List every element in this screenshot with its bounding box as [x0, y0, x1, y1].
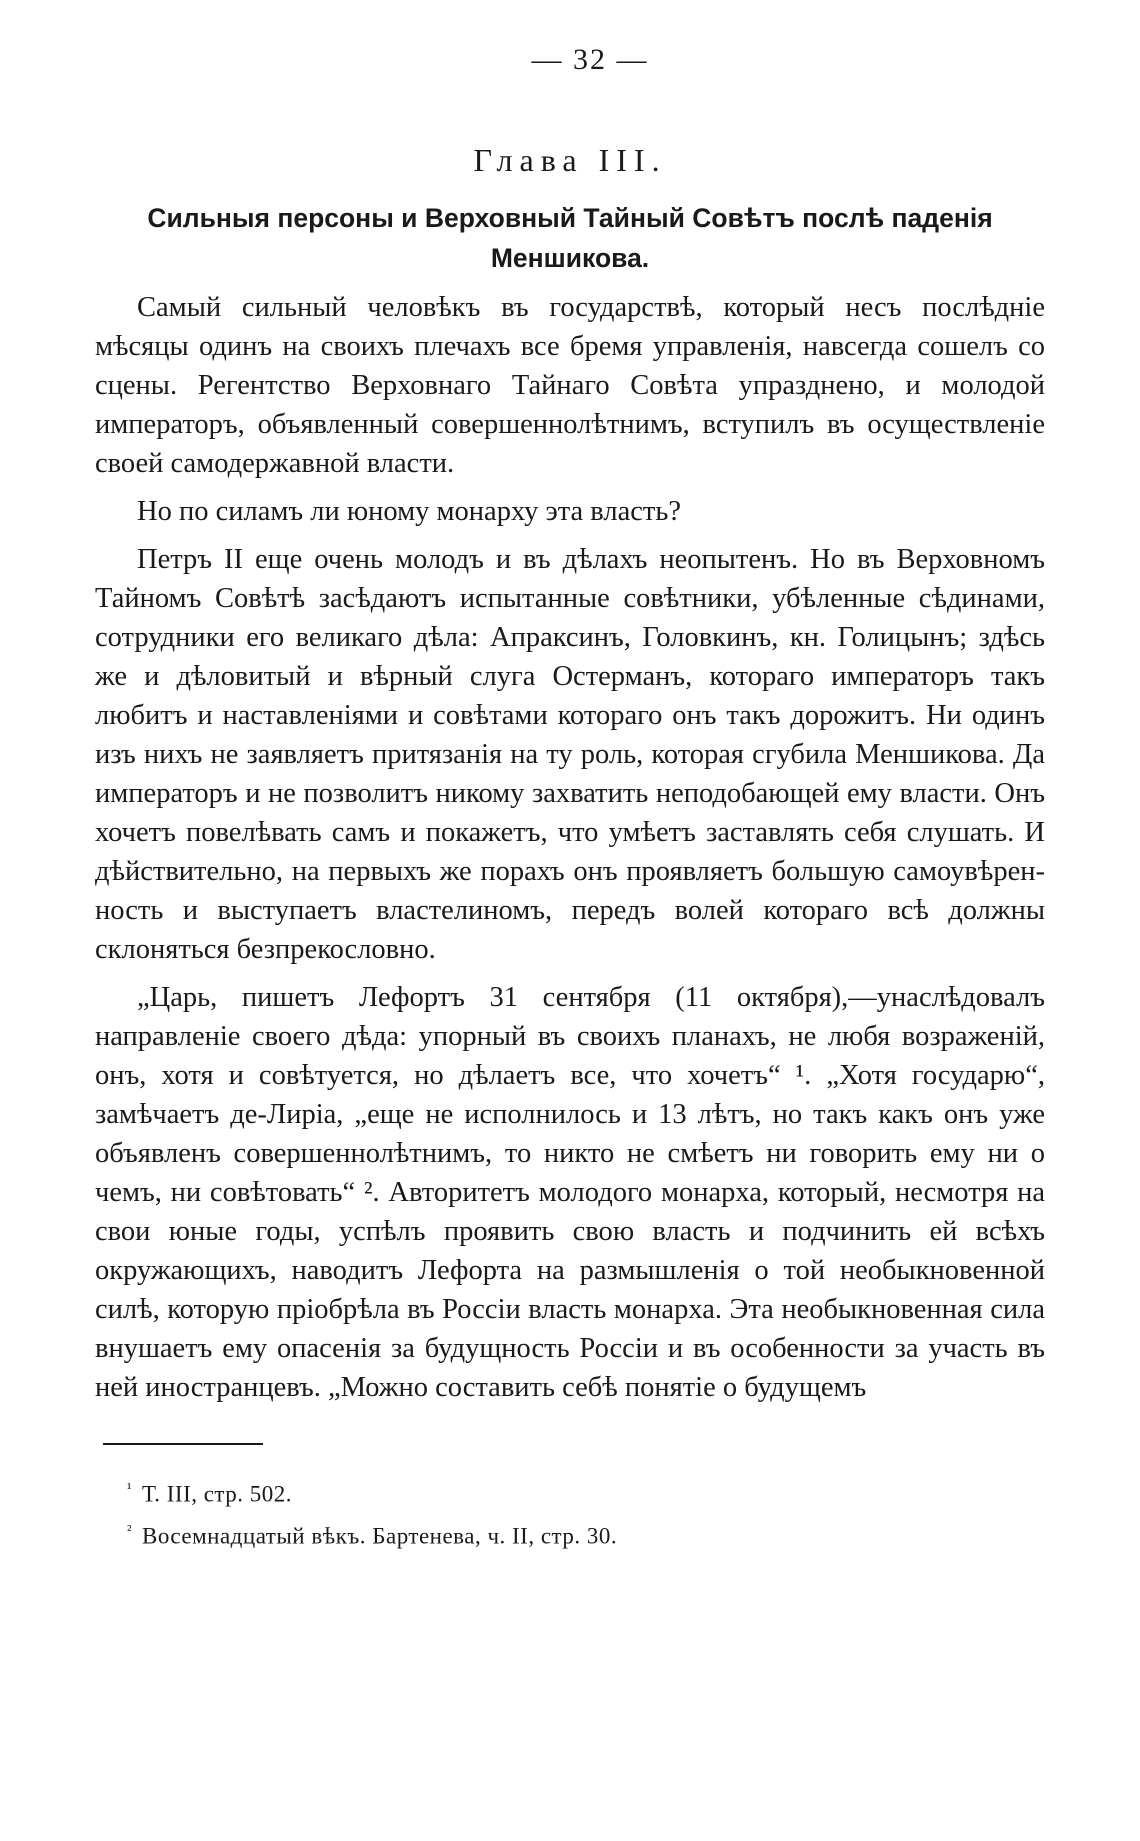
- paragraph: Но по силамъ ли юному монарху эта власть?: [137, 496, 682, 527]
- paragraph: „Царь, пишетъ Лефортъ 31 сентября (11 октября),—унаслѣдовалъ направленіе своего дѣда: упорный въ своихъ планахъ, не любя возраженій, онъ, хотя и совѣтуется, но дѣлаетъ все, что хочетъ“ ¹. „Хотя государю“, замѣчаетъ де-Лиріа, „еще не исполнилось и 13 лѣтъ, но такъ какъ онъ уже объявленъ совершеннолѣтнимъ, то никто не смѣетъ ни говорить ему ни о чемъ, ни совѣтовать“ ². Авторитетъ молодого монарха, который, несмотря на свои юные годы, успѣлъ проявить свою власть и подчинить ей всѣхъ окружающихъ, наводитъ Лефорта на размышленія о той необыкновенной силѣ, которую пріобрѣла въ Россіи власть монарха. Эта необыкновенная сила внушаетъ ему опасенія за будущность Россіи и въ особенности за участь въ ней иностранцевъ. „Можно составить себѣ понятіе о будущемъ: [95, 982, 1045, 1403]
- footnote-divider: [103, 1443, 263, 1445]
- page-number: — 32 —: [531, 43, 649, 76]
- footnotes: [95, 1471, 1045, 1554]
- paragraph: Петръ II еще очень молодъ и въ дѣлахъ неопытенъ. Но въ Верховномъ Тайномъ Совѣтѣ засѣдаютъ испытанные совѣтники, убѣленные сѣдинами, сотрудники его великаго дѣла: Апраксинъ, Головкинъ, кн. Голицынъ; здѣсь же и дѣловитый и вѣрный слуга Остерманъ, котораго императоръ такъ любитъ и наставленіями и совѣтами котораго онъ такъ дорожитъ. Ни одинъ изъ нихъ не заявляетъ притязанія на ту роль, которая сгубила Меншикова. Да императоръ и не позволитъ никому захватить неподобающей ему власти. Онъ хочетъ повелѣвать самъ и покажетъ, что умѣетъ заставлять себя слушать. И дѣйствительно, на первыхъ же порахъ онъ проявляетъ большую самоувѣренность и выступаетъ властелиномъ, передъ волей котораго всѣ должны склоняться безпрекословно.: [95, 544, 1045, 965]
- paragraph: Самый сильный человѣкъ въ государствѣ, который несъ послѣдніе мѣсяцы одинъ на своихъ плечахъ все бремя управленія, навсегда сошелъ со сцены. Регентство Верховнаго Тайнаго Совѣта упразднено, и молодой императоръ, объявленный совершеннолѣтнимъ, вступилъ въ осуществленіе своей самодержавной власти.: [95, 292, 1045, 479]
- footnote-mark: ²: [127, 1522, 132, 1539]
- chapter-heading: Сильныя персоны и Верховный Тайный Совѣтъ послѣ паденія Меншикова.: [147, 203, 993, 273]
- book-page: [95, 40, 1045, 1554]
- chapter-title: Глава III.: [473, 142, 667, 178]
- footnote-text: Восемнадцатый вѣкъ. Бартенева, ч. II, стр. 30.: [142, 1523, 618, 1549]
- footnote-mark: ¹: [127, 1481, 132, 1497]
- footnote: [127, 1513, 1045, 1555]
- body-text: [95, 288, 1045, 1407]
- footnote-text: Т. III, стр. 502.: [142, 1481, 293, 1507]
- footnote: [127, 1471, 1045, 1513]
